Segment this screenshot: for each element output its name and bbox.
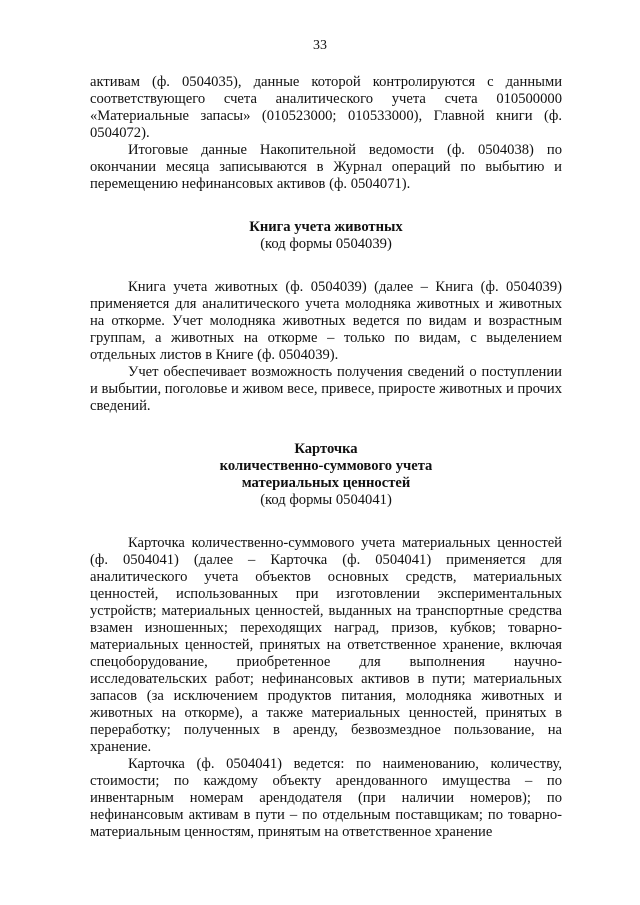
- section-form-code: (код формы 0504041): [260, 492, 392, 508]
- section-form-code: (код формы 0504039): [260, 236, 392, 252]
- paragraph-summary: Итоговые данные Накопительной ведомости (ф. 0504038) по окончании месяца записываются в Журнал операций по выбытию и перемещению нефинансовых активов (ф. 0504071).: [90, 142, 562, 192]
- paragraph-card-maintenance: Карточка (ф. 0504041) ведется: по наименованию, количеству, стоимости; по каждому объекту арендованного имущества – по инвентарным номерам арендодателя (при наличии номеров); по нефинансовым активам в пути – по отдельным поставщикам; по товарно-материальным ценностям, принятым на ответственное хранение: [90, 756, 562, 840]
- section-heading-animals: [90, 219, 562, 253]
- paragraph-animals-accounting: Учет обеспечивает возможность получения сведений о поступлении и выбытии, поголовье и живом весе, привесе, приросте животных и прочих сведений.: [90, 364, 562, 414]
- paragraph-continuation: активам (ф. 0504035), данные которой контролируются с данными соответствующего счета аналитического учета счета 010500000 «Материальные запасы» (010523000; 010533000), Главной книги (ф. 0504072).: [90, 74, 562, 141]
- page-number: 33: [313, 38, 327, 53]
- section-heading-card: [90, 441, 562, 509]
- section-title-line: количественно-суммового учета: [219, 458, 433, 474]
- paragraph-animals-book: Книга учета животных (ф. 0504039) (далее – Книга (ф. 0504039) применяется для аналитического учета молодняка животных и животных на откорме. Учет молодняка животных ведется по видам и возрастным группам, а животных на откорме – только по видам, с выделением отдельных листов в Книге (ф. 0504039).: [90, 279, 562, 363]
- section-title: Книга учета животных: [249, 219, 403, 235]
- section-title-line: материальных ценностей: [241, 475, 411, 491]
- paragraph-card-definition: Карточка количественно-суммового учета материальных ценностей (ф. 0504041) (далее – Карточка (ф. 0504041) применяется для аналитического учета объектов основных средств, материальных ценностей, использованных при изготовлении экспериментальных устройств; материальных ценностей, выданных на транспортные средства взамен изношенных; переходящих наград, призов, кубков; товарно-материальных ценностей, принятых на ответственное хранение, включая спецоборудование, приобретенное для выполнения научно-исследовательских работ; нефинансовых активов в пути; материальных запасов (за исключением продуктов питания, молодняка животных и животных на откорме), а также материальных ценностей, принятых в переработку; полученных в аренду, безвозмездное пользование, на хранение.: [90, 535, 562, 755]
- section-title-line: Карточка: [294, 441, 358, 457]
- page-content: [90, 74, 562, 841]
